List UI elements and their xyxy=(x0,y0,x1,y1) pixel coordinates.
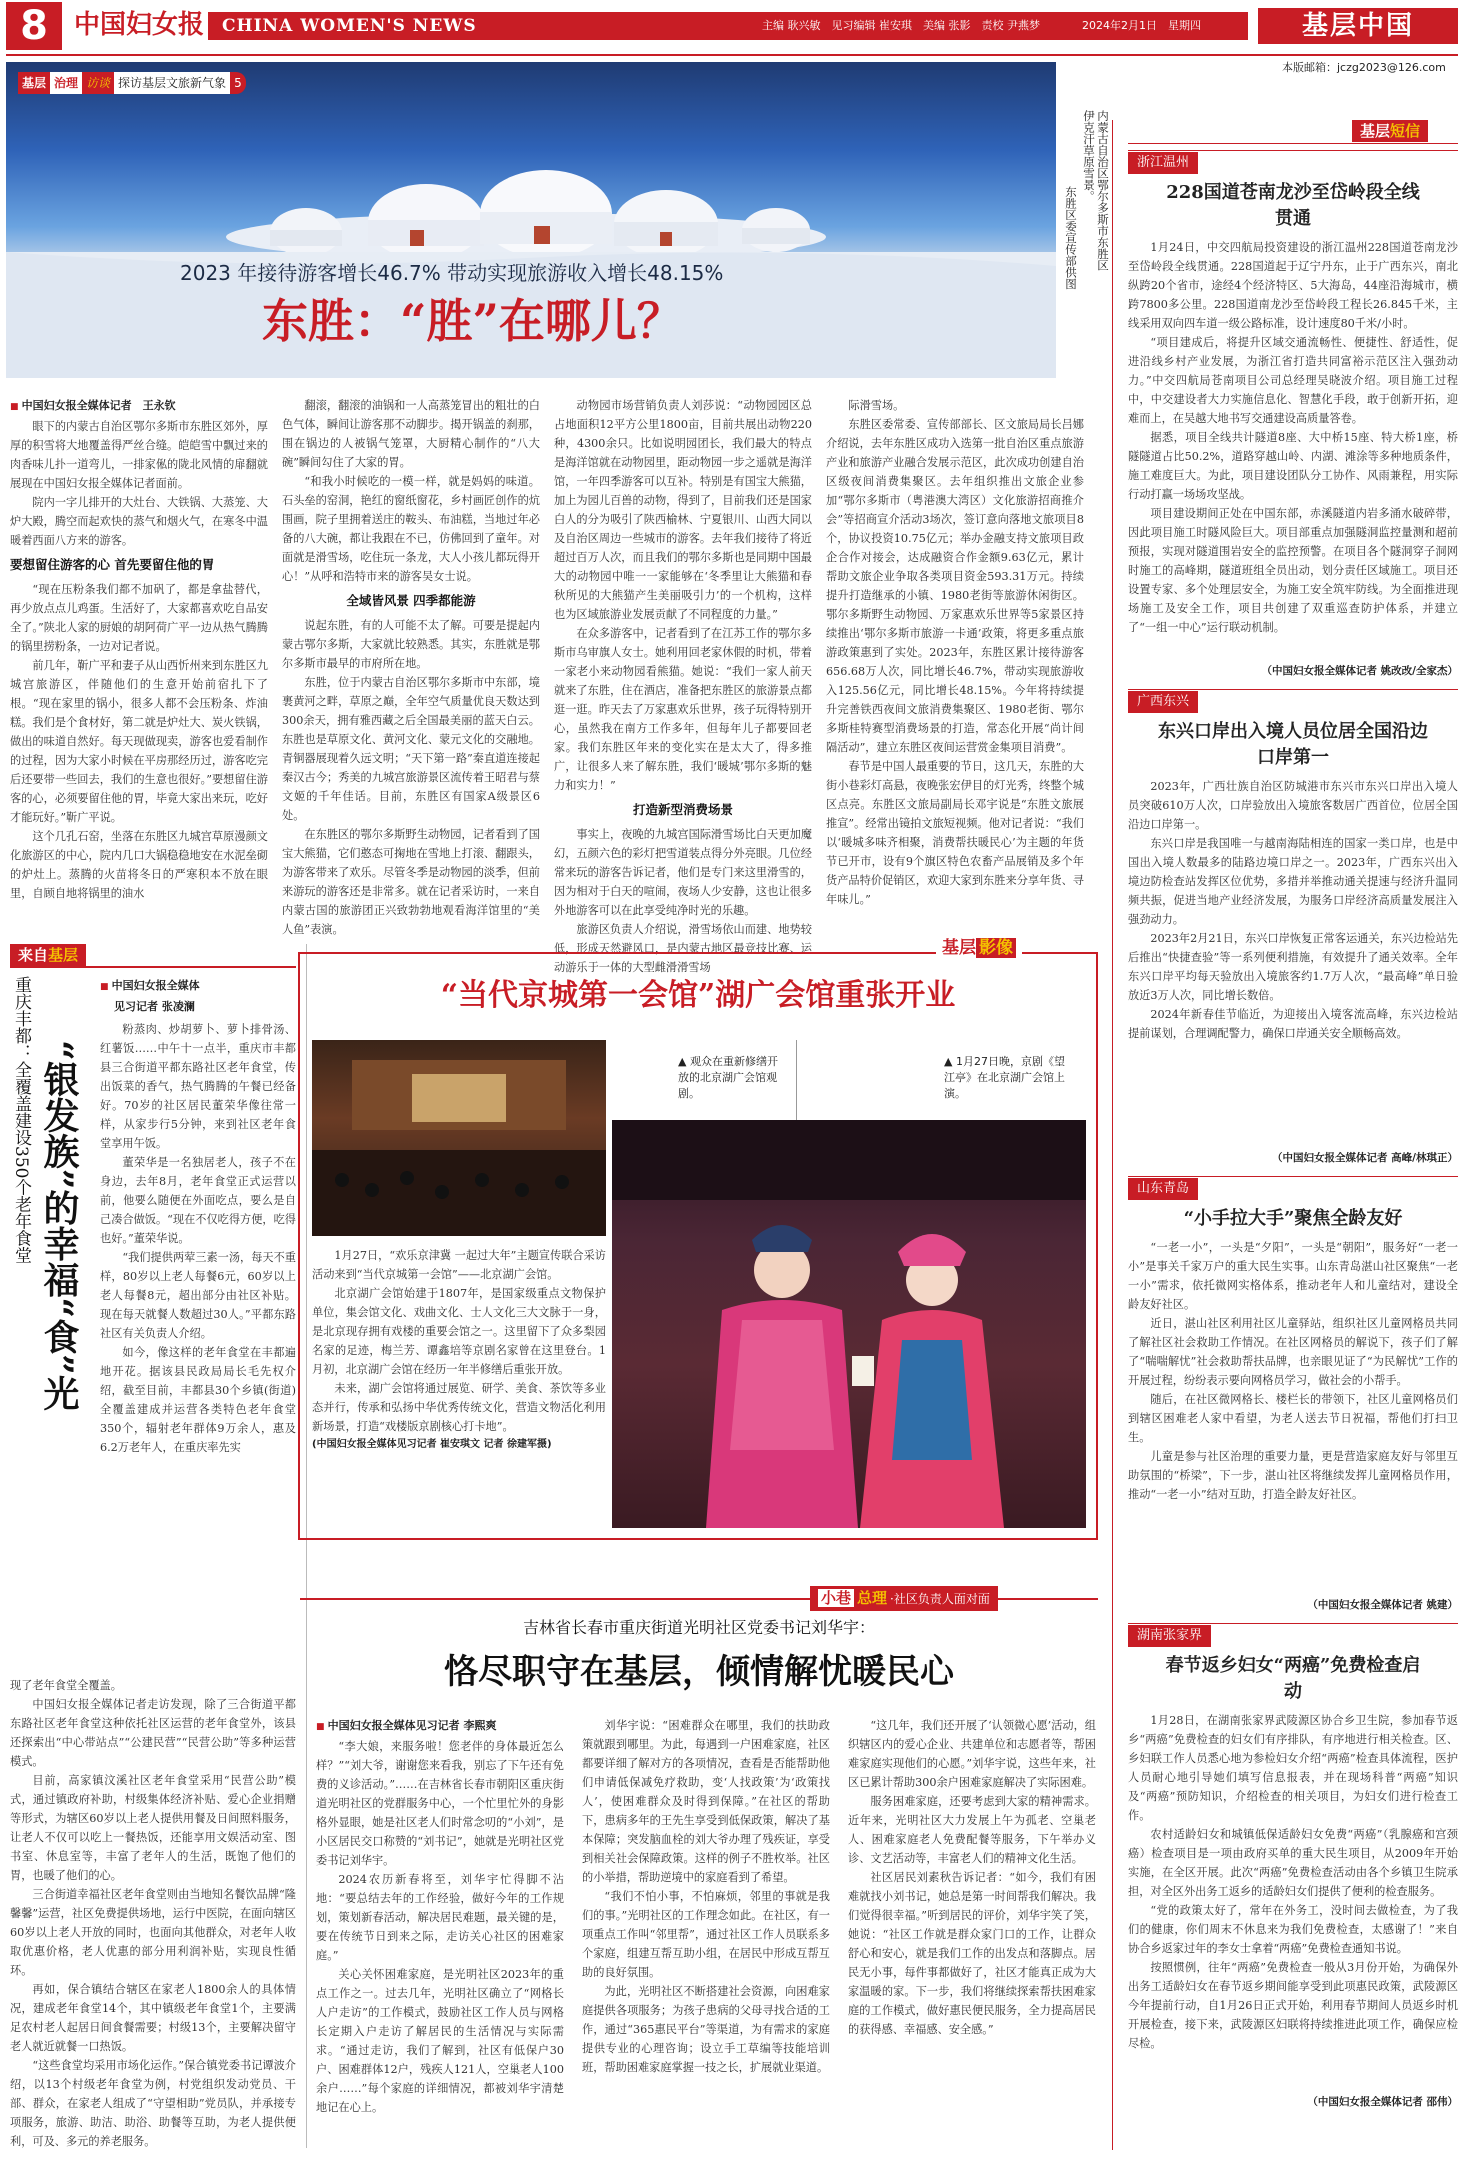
paragraph: 2024农历新春将至，刘华宇忙得脚不沾地：“要总结去年的工作经验，做好今年的工作规划，策划新春活动，解决居民难题，最关键的是，要在传统节日到来之际，走访关心社区的困难家庭。” xyxy=(316,1873,564,1962)
brief-title: 春节返乡妇女“两癌”免费检查启动 xyxy=(1165,1655,1421,1702)
section-name: 基层中国 xyxy=(1258,8,1458,44)
photo-credit: 东胜区委宣传部供图 xyxy=(1064,186,1078,290)
column-tag-c: 访谈 xyxy=(82,72,114,94)
paragraph: 眼下的内蒙古自治区鄂尔多斯市东胜区郊外，厚厚的积雪将大地覆盖得严丝合缝。皑皑雪中飘过来的肉香味儿扑一道弯儿，一排家俬的陇北风情的扉翻就展现在中国妇女报全媒体记者面前。 xyxy=(10,420,268,490)
paragraph: 旅游区负责人介绍说，滑雪场依山而建、地势较低，形成天然避风口，是内蒙古地区最竞技比赛、运动游乐于一体的大型雌滑滑雪场 xyxy=(554,923,812,974)
left-story-title: “银发族”的幸福“食”光 xyxy=(38,1040,80,1411)
brief-item xyxy=(1128,689,1458,1149)
paragraph: 据悉，项目全线共计隧道8座、大中桥15座、特大桥1座，桥隧隧道占比50.2%，道路穿越山岭、内湖、滩涂等多种地质条件，施工难度巨大。为此，项目建设团队分工协作、风雨兼程，用实际行动打赢一场场攻坚战。 xyxy=(1128,431,1458,501)
left-story-subtitle: 重庆丰都：全覆盖建设350个老年食堂 xyxy=(11,976,31,1264)
paragraph: 在东胜区的鄂尔多斯野生动物园，记者看到了国宝大熊猫，它们憨态可掬地在雪地上打滚、翻跟头，为游客带来了欢乐。尽管冬季是动物园的淡季，但前来游玩的游客还是非常多。就在记者采访时，一来自内蒙古国的旅游团正兴致勃勃地观看海洋馆里的“美人鱼”表演。 xyxy=(282,828,540,936)
paragraph: 近日，湛山社区利用社区儿童驿站，组织社区儿童网格员共同了解社区社会救助工作情况。在社区网格员的解说下，孩子们了解了“喘喘解忧”社会救助帮扶品牌，也亲眼见证了“为民解忧”工作的开展过程，纷纷表示要向网格员学习，做社会的小帮手。 xyxy=(1128,1317,1458,1387)
interview-tag xyxy=(810,1586,998,1611)
paragraph: 目前，高家镇汶溪社区老年食堂采用“民营公助”模式，通过镇政府补助，村级集体经济补贴、爱心企业捐赠等形式，为辖区60岁以上老人提供用餐及日间照料服务，让老人不仅可以吃上一餐热饭，还能享用文娱活动室、图书室、休息室等，丰富了老年人的生活，既饱了他们的胃，也暖了他们的心。 xyxy=(10,1774,296,1882)
section-email: 本版邮箱：jczg2023@126.com xyxy=(1282,61,1446,74)
issue-date: 2024年2月1日 星期四 xyxy=(1082,19,1201,32)
paragraph: “李大娘，来服务啦！您老伴的身体最近怎么样？”“刘大爷，谢谢您来看我，别忘了下午还有免费的义诊活动。”……在吉林省长春市朝阳区重庆街道光明社区的党群服务中心，一个忙里忙外的身影格外显眼，她是社区老人们时常念叨的“小刘”，是小区居民交口称赞的“刘书记”，她就是光明社区党委书记刘华宇。 xyxy=(316,1740,564,1867)
photo-note-left: ▲ 观众在重新修缮开放的北京湖广会馆观剧。 xyxy=(678,1055,778,1100)
interview-tag-c: ·社区负责人面对面 xyxy=(890,1592,990,1606)
interview-tag-a: 小巷 xyxy=(818,1589,854,1607)
lead-headline: 东胜：“胜”在哪儿？ xyxy=(262,294,683,348)
lead-subhead: 2023 年接待游客增长46.7% 带动实现旅游收入增长48.15% xyxy=(180,261,724,285)
lead-col-4 xyxy=(826,396,1084,934)
brief-title: 228国道苍南龙沙至岱岭段全线贯通 xyxy=(1166,182,1420,229)
briefs-column xyxy=(1128,120,1458,2150)
left-story-tag xyxy=(10,944,86,966)
paragraph: “和我小时候吃的一模一样，就是妈妈的味道。石头垒的窑洞，艳红的窗纸窗花，乡村画匠创作的炕围画，院子里拥着送庄的鞍头、布油糕，当地过年必备的八大碗，都让我跟在不已，仿佛回到了童年。对面就是滑雪场，吃住玩一条龙，大人小孩儿都玩得开心！”从呼和浩特市来的游客吴女士说。 xyxy=(282,475,540,583)
briefs-tag-a: 基层 xyxy=(1360,122,1391,140)
column-badge xyxy=(18,72,246,94)
photo-opera xyxy=(612,1120,1086,1528)
photo-story-signature: (中国妇女报全媒体见习记者 崔安琪文 记者 徐建军摄) xyxy=(312,1439,552,1450)
brief-region: 湖南张家界 xyxy=(1128,1625,1211,1647)
paragraph: 随后，在社区微网格长、楼栏长的带领下，社区儿童网格员们到辖区困难老人家中看望，为老人送去节日祝福，帮他们打扫卫生。 xyxy=(1128,1393,1458,1444)
brief-signature: （中国妇女报全媒体记者 高峰/林琪正） xyxy=(1272,1152,1458,1164)
english-name: CHINA WOMEN'S NEWS xyxy=(222,16,477,36)
subheading: 全域皆风景 四季都能游 xyxy=(346,593,476,608)
paragraph: 北京湖广会馆始建于1807年，是国家级重点文物保护单位，集会馆文化、戏曲文化、士人文化三大文脉于一身，是北京现存拥有戏楼的重要会馆之一。这里留下了众多梨园名家的足迹，梅兰芳、谭鑫培等京剧名家曾在这里登台。1月初，北京湖广会馆在经历一年半修缮后重张开放。 xyxy=(312,1287,606,1376)
paragraph: “党的政策太好了，常年在外务工，没时间去做检查，为了我们的健康，你们周末不休息来为我们免费检查，太感谢了！”来自协合乡返家过年的李女士拿着“两癌”免费检查通知书说。 xyxy=(1128,1904,1458,1955)
photo-audience xyxy=(312,1040,606,1236)
paragraph: “我们不怕小事，不怕麻烦，邻里的事就是我们的事。”光明社区的工作理念如此。在社区，有一项重点工作叫“邻里帮”，通过社区工作人员联系多个家庭，组建互帮互助小组，在居民中形成互帮互助的良好氛围。 xyxy=(582,1890,830,1979)
paragraph: “这几年，我们还开展了‘认领微心愿’活动，组织辖区内的爱心企业、共建单位和志愿者等，帮困难家庭实现他们的心愿。”刘华宇说，这些年来，社区已累计帮助300余户困难家庭解决了实际困难。 xyxy=(848,1719,1096,1789)
paragraph: 院内一字儿排开的大灶台、大铁锅、大蒸笼、大炉大殿，腾空而起欢快的蒸气和烟火气，在寒冬中温暖着西面八方来的游客。 xyxy=(10,496,268,547)
column-num: 5 xyxy=(230,72,246,94)
paragraph: 2023年2月21日，东兴口岸恢复正常客运通关，东兴边检站先后推出“快捷查验”等一系列便利措施，有效提升了通关效率。全年东兴口岸平均每天验放出入境旅客约1.7万人次，“最高峰”单日验放近3万人次，同比增长数倍。 xyxy=(1128,932,1458,1002)
page-number: 8 xyxy=(6,2,62,50)
paragraph: 翻滚，翻滚的油锅和一人高蒸笼冒出的粗壮的白色气体，瞬间让游客那不动脚步。揭开锅盖的刹那，围在锅边的人被锅气笼罩，大厨精心制作的“八大碗”瞬间勾住了大家的胃。 xyxy=(282,399,540,469)
paragraph: 服务困难家庭，还要考虑到大家的精神需求。近年来，光明社区大力发展上午为孤老、空巢老人、困难家庭老人免费配餐等服务，下午举办义诊、文艺活动等，丰富老人们的精神文化生活。 xyxy=(848,1795,1096,1865)
staff-info: 主编 耿兴敏 见习编辑 崔安琪 美编 张影 责校 尹燕梦 xyxy=(762,19,1040,32)
lead-col-1 xyxy=(10,396,268,934)
brief-signature: （中国妇女报全媒体记者 姚建） xyxy=(1307,1599,1458,1611)
brief-item xyxy=(1128,1623,1458,2093)
brief-title: 东兴口岸出入境人员位居全国沿边口岸第一 xyxy=(1158,721,1428,768)
paragraph: 董荣华是一名独居老人，孩子不在身边，去年8月，老年食堂正式运营以前，他要么随便在外面吃点，要么是自己凑合做饭。“现在不仅吃得方便，吃得也好。”董荣华说。 xyxy=(100,1156,296,1245)
brief-signature: （中国妇女报全媒体记者 姚改改/全家杰） xyxy=(1261,665,1458,677)
paragraph: 东兴口岸是我国唯一与越南海陆相连的国家一类口岸，也是中国出入境人数最多的陆路边境口岸之一。2023年，广西东兴出入境边防检查站发挥区位优势，多措并举推动通关提速与经济升温同频共振，促进当地产业经济发展，为服务口岸经济高质量发展注入强劲动力。 xyxy=(1128,837,1458,926)
photo-story-headline: “当代京城第一会馆”湖广会馆重张开业 xyxy=(440,978,956,1013)
photo-tag-b: 影像 xyxy=(976,938,1016,958)
column-title: 探访基层文旅新气象 xyxy=(114,72,230,94)
paragraph: 2024年新春佳节临近，为迎接出入境客流高峰，东兴边检站提前谋划，合理调配警力，确保口岸通关安全顺畅高效。 xyxy=(1128,1008,1458,1040)
photo-story-tag xyxy=(936,936,1022,960)
left-story-header xyxy=(10,944,296,968)
paragraph: 三合街道幸福社区老年食堂则由当地知名餐饮品牌“隆馨馨”运营，社区免费提供场地，运行中医院，在面向辖区60岁以上老人开放的同时，也面向其他群众，对老年人收取优惠价格，老人优惠的部分用利润补贴，实现良性循环。 xyxy=(10,1888,296,1977)
paragraph: 按照惯例，往年“两癌”免费检查一般从3月份开始，为确保外出务工适龄妇女在春节返乡期间能享受到此项惠民政策，武陵源区今年提前行动，自1月26日正式开始，利用春节期间人员返乡时机开展检查，接下来，武陵源区妇联将持续推进此项工作，确保应检尽检。 xyxy=(1128,1961,1458,2050)
paragraph: 社区居民刘素秋告诉记者：“如今，我们有困难就找小刘书记，她总是第一时间帮我们解决。我们觉得很幸福。”听到居民的评价，刘华宇笑了笑，她说：“社区工作就是群众家门口的工作，让群众舒心和安心，就是我们工作的出发点和落脚点。居民无小事，每件事都做好了，社区才能真正成为大家温暖的家。下一步，我们将继续探索帮扶困难家庭的工作模式，做好惠民便民服务，全力提高居民的获得感、幸福感、安全感。” xyxy=(848,1871,1096,2036)
brief-region: 广西东兴 xyxy=(1128,691,1198,713)
column-tag-b: 治理 xyxy=(50,72,82,94)
left-story-byline-2: 见习记者 张凌澜 xyxy=(114,1000,195,1013)
paragraph: “现在压粉条我们都不加矾了，都是拿盐替代，再少放点点儿鸡蛋。生活好了，大家都喜欢吃自品安全了。”陕北人家的厨娘的胡阿荷广平一边从热气腾腾的锅里捞粉条，一边对记者说。 xyxy=(10,583,268,653)
photo-tag-a: 基层 xyxy=(942,938,976,958)
interview-col-3 xyxy=(848,1716,1096,2152)
paper-name: 中国妇女报 xyxy=(74,10,205,40)
paragraph: 现了老年食堂全覆盖。 xyxy=(10,1679,122,1692)
lead-col-2 xyxy=(282,396,540,934)
brief-signature: （中国妇女报全媒体记者 邵伟） xyxy=(1307,2096,1458,2108)
paragraph: 事实上，夜晚的九城宫国际滑雪场比白天更加魔幻，五颜六色的彩灯把雪道装点得分外亮眼。几位经常来玩的游客告诉记者，他们是专门来这里滑雪的，因为相对于白天的喧闹，夜场人少安静，这也让很多外地游客可以在此享受纯净时光的乐趣。 xyxy=(554,828,812,917)
paragraph: 1月27日，“欢乐京津冀 一起过大年”主题宣传联合采访活动来到“当代京城第一会馆”——北京湖广会馆。 xyxy=(312,1249,606,1281)
interview-byline: ■ 中国妇女报全媒体见习记者 李熙爽 xyxy=(316,1716,564,1737)
interview-headline: 恪尽职守在基层，倾情解忧暖民心 xyxy=(444,1652,954,1692)
briefs-tag-b: 短信 xyxy=(1390,122,1421,140)
interview-kicker: 吉林省长春市重庆街道光明社区党委书记刘华宇： xyxy=(522,1618,875,1637)
brief-region: 山东青岛 xyxy=(1128,1178,1198,1200)
paragraph: 前几年，靳广平和妻子从山西忻州来到东胜区九城宫旅游区，伴随他们的生意开始前宿扎下了根。“现在家里的锅小，很多人都不会压粉条、炸油糕。我们是个食材好，第二就是炉灶大、炭火铁锅，做出的味道自然好。每天现做现卖，游客也爱看制作的过程，因为大家小时候在平房那经历过，游客吃完后还要带一些回去，我们的生意也很好。”要想留住游客的心，必须要留住他的胃，毕竟大家出来玩，吃好才能玩好。”靳广平说。 xyxy=(10,659,268,824)
briefs-divider xyxy=(1112,120,1113,2150)
paragraph: 中国妇女报全媒体记者走访发现，除了三合街道平都东路社区老年食堂这种依托社区运营的老年食堂外，该县还探索出“中心带站点”“公建民营”“民营公助”等多种运营模式。 xyxy=(10,1698,296,1768)
lead-col-3 xyxy=(554,396,812,974)
paragraph: 2023年，广西壮族自治区防城港市东兴市东兴口岸出入境人员突破610万人次，口岸验放出入境旅客数居广西首位，位居全国沿边口岸第一。 xyxy=(1128,780,1458,831)
subheading: 要想留住游客的心 首先要留住他的胃 xyxy=(10,557,215,572)
paragraph: “项目建成后，将提升区域交通流畅性、便捷性、舒适性，促进沿线乡村产业发展，为浙江省打造共同富裕示范区注入强劲动力。”中交四航局苍南项目公司总经理吴晓波介绍。项目施工过程中，中交建设者大力实施信息化、智慧化手段，敢于创新开拓，迎难而上，在吴越大地书写交通建设高质量答卷。 xyxy=(1128,336,1458,425)
paragraph: 说起东胜，有的人可能不太了解。可要是提起内蒙古鄂尔多斯，大家就比较熟悉。其实，东胜就是鄂尔多斯市最早的市府所在地。 xyxy=(282,619,540,670)
paragraph: 儿童是参与社区治理的重要力量，更是营造家庭友好与邻里互助氛围的“桥梁”，下一步，湛山社区将继续发挥儿童网格员作用，推动“一老一小”结对互助，打造全龄友好社区。 xyxy=(1128,1450,1458,1501)
paragraph: 东胜区委常委、宣传部部长、区文旅局局长吕娜介绍说，去年东胜区成功入选第一批自治区重点旅游产业和旅游产业融合发展示范区，此次成功创建自治区级夜间消费集聚区。去年组织推出文旅企业参加“鄂尔多斯市（粤港澳大湾区）文化旅游招商推介会”等招商宣介活动3场次，签订意向落地文旅项目8个，协议投资10.75亿元；举办金融支持文旅项目政企合作对接会，达成融资合作金额9.63亿元，累计帮助文旅企业争取各类项目资金593.31万元。持续提升打造继承的小镇、1980老街等旅游休闲街区。鄂尔多斯野生动物园、万家惠欢乐世界等5家景区持续推出‘鄂尔多斯市旅游一卡通’政策，将更多重点旅游政策惠到了实处。2023年，东胜区累计接待游客656.68万人次，同比增长46.7%，带动实现旅游收入125.56亿元，同比增长48.15%。今年将持续提升完善铁西夜间文旅消费集聚区、1980老街、鄂尔多斯桂特赛型消费场景的打造，常态化开展“尚计间隔活动”，建立东胜区夜间运营赏金集项目消费”。 xyxy=(826,418,1084,754)
paragraph: 1月28日，在湖南张家界武陵源区协合乡卫生院，参加春节返乡“两癌”免费检查的妇女们有序排队，有序地进行相关检查。区、乡妇联工作人员悉心地为参检妇女介绍“两癌”检查具体流程，医护人员耐心地引导她们填写信息报表，并在现场科普“两癌”知识及“两癌”预防知识，介绍检查的相关项目，为妇女们进行检查工作。 xyxy=(1128,1714,1458,1822)
brief-region: 浙江温州 xyxy=(1128,152,1198,174)
paragraph: “我们提供两荤三素一汤，每天不重样，80岁以上老人每餐6元，60岁以上老人每餐8元，超出部分由社区补贴。现在每天就餐人数超过30人。”平都东路社区有关负责人介绍。 xyxy=(100,1251,296,1340)
arrow-icon xyxy=(796,1040,916,1122)
photo-note-right: ▲ 1月27日晚，京剧《望江亭》在北京湖广会馆上演。 xyxy=(944,1055,1065,1100)
paragraph: 动物园市场营销负责人刘莎说：“动物园园区总占地面积12平方公里1800亩，目前共展出动物220种，4300余只。比如说明园团长，我们最大的特点是海洋馆就在动物园里，距动物园一步之遥就是海洋馆，一年四季游客可以互补。特别是有国宝大熊猫，加上为园儿百兽的动物，得到了，目前我们还是国家白人的分为吸引了陕西榆林、宁夏银川、山西大同以及自治区周边一些城市的游客。去年我们接待了将近超过百万人次，而且我们的鄂尔多斯也是同期中国最大的动物园中唯一一家能够在‘冬季里让大熊猫和春秋所见的大熊猫产生美丽吸引力’的一个机构，这样也为区域旅游业发展贡献了不同程度的力量。” xyxy=(554,399,812,621)
header-rule xyxy=(6,54,1458,56)
brief-title: “小手拉大手”聚焦全龄友好 xyxy=(1183,1208,1403,1229)
paragraph: 1月24日，中交四航局投资建设的浙江温州228国道苍南龙沙至岱岭段全线贯通。228国道起于辽宁丹东，止于广西东兴，南北纵跨20个省市，途经4个经济特区、5大海岛，44座沿海城市，横跨7800多公里。228国道南龙沙至岱岭段工程长26.845千米，主线采用双向四车道一级公路标准，设计速度80千米/小时。 xyxy=(1128,241,1458,330)
paragraph: 为此，光明社区不断搭建社会资源，向困难家庭提供各项服务；为孩子患病的父母寻找合适的工作，通过“365惠民平台”等渠道，为有需求的家庭提供专业的心理咨询；设立手工草编等技能培训班，帮助困难家庭掌握一技之长，扩展就业渠道。 xyxy=(582,1985,830,2074)
briefs-tag xyxy=(1352,120,1428,142)
paragraph: 如今，像这样的老年食堂在丰都遍地开花。据该县民政局局长毛先权介绍，截至目前，丰都县30个乡镇(街道)全覆盖建成并运营各类特色老年食堂350个，辐射老年群体9万余人，惠及6.2万老年人，在重庆率先实 xyxy=(100,1346,296,1454)
paragraph: 刘华宇说：“困难群众在哪里，我们的扶助政策就跟到哪里。为此，每遇到一户困难家庭，社区都要详细了解对方的各项情况，查看是否能帮助他们申请低保减免疗救助，变‘人找政策’为‘政策找人’，使困难群众及时得到保障。”在社区的帮助下，患病多年的王先生享受到低保政策，解决了基本保障；突发脑血栓的刘大爷办理了残疾证，享受到相关社会保障政策。这样的例子不胜枚举。社区的小举措，帮助逆境中的家庭看到了希望。 xyxy=(582,1719,830,1884)
paragraph: 粉蒸肉、炒胡萝卜、萝卜排骨汤、红薯饭……中午十一点半，重庆市丰都县三合街道平都东路社区老年食堂，传出饭菜的香气，热气腾腾的午餐已经备好。70岁的社区居民董荣华像往常一样，从家步行5分钟，来到社区老年食堂享用午饭。 xyxy=(100,1023,296,1150)
paragraph: 再如，保合镇结合辖区在家老人1800余人的具体情况，建成老年食堂14个，其中镇级老年食堂1个，主要满足农村老人起居日间食餐需要；村级13个，主要解决留守老人就近就餐一口热饭。 xyxy=(10,1983,296,2053)
paragraph: 春节是中国人最重要的节日，这几天，东胜的大街小巷彩灯高悬，夜晚张宏伊目的灯光秀，终整个城区点亮。东胜区文旅局副局长邓宇说是“东胜文旅展推宣”。经常出镜拍文旅短视频。他对记者说：“我们以‘暖城多味齐相聚，消费帮扶暖民心’为主题的年货节已开市，设有9个旗区特色农畜产品展销及多个年货产品特价促销区，欢迎大家到东胜来分享年货、寻年味儿。” xyxy=(826,760,1084,906)
paragraph: 在众多游客中，记者看到了在江苏工作的鄂尔多斯市乌审旗人女士。她利用回老家休假的时机，带着一家老小来动物园看熊猫。她说：“我们一家人前天就来了东胜，住在酒店，准备把东胜区的旅游景点都逛一逛。昨天去了万家惠欢乐世界，孩子玩得特别开心，虽然我在南方工作多年，但每年儿子都要回老家。我们东胜区年来的变化实在是太大了，得多推广，让很多人来了解东胜，我们‘暖城’鄂尔多斯的魅力和实力！” xyxy=(554,627,812,792)
interview-tag-b: 总理 xyxy=(857,1589,888,1607)
brief-item xyxy=(1128,150,1458,662)
left-story-byline: ■ 中国妇女报全媒体 xyxy=(100,976,296,997)
paragraph: 农村适龄妇女和城镇低保适龄妇女免费“两癌”（乳腺癌和宫颈癌）检查项目是一项由政府买单的重大民生项目，从2009年开始实施，在全区开展。此次“两癌”免费检查活动由各个乡镇卫生院承担，对全区外出务工返乡的适龄妇女们提供了便利的检查服务。 xyxy=(1128,1828,1458,1898)
paragraph: 项目建设期间正处在中国东部，赤溪隧道内岩多涌水破碎带，因此项目施工时隧风险巨大。项目部重点加强隧洞监控量测和超前预报，实现对隧道围岩安全的监控预警。在项目各个隧洞穿子洞网时施工的高峰期，隧道班组全员出动，划分责任区域施工。项目还设置专家、多个处理层安全，为施工安全筑牢防线。为全面推进现场施工及安全工作，项目共创建了双重巡查防护体系，并建立了“一组一中心”运行联动机制。 xyxy=(1128,507,1458,634)
lead-byline: ■ 中国妇女报全媒体记者 王永钦 xyxy=(10,396,268,417)
photo-story-caption xyxy=(312,1246,606,1516)
paragraph: “这些食堂均采用市场化运作。”保合镇党委书记谭波介绍，以13个村级老年食堂为例，村党组织发动党员、干部、群众，在家老人组成了“守望相助”党员队，并承接专项服务，旅游、助洁、助浴、助餐等互助，为老人提供便利，可及、多元的养老服务。 xyxy=(10,2059,296,2148)
brief-item xyxy=(1128,1176,1458,1596)
interview-col-1 xyxy=(316,1716,564,2152)
paragraph: 东胜，位于内蒙古自治区鄂尔多斯市中东部，境裹黄河之畔，草原之巅，全年空气质量优良天数达到300余天，拥有雅西藏之后全国最美丽的蓝天白云。东胜也是草原文化、黄河文化、蒙元文化的交融地。青铜器展现着久远文明；“天下第一路”秦直道连接起秦汉古今；秀美的九城宫旅游景区流传着王昭君与蔡文姬的千年佳话。目前，东胜区有国家A级景区6处。 xyxy=(282,676,540,822)
left-story-wide xyxy=(10,1676,296,2148)
paragraph: “一老一小”，一头是“夕阳”，一头是“朝阳”，服务好“一老一小”是事关千家万户的重大民生实事。山东青岛湛山社区聚焦“一老一小”需求，依托微网实格体系，推动老年人和儿童结对，建设全龄友好社区。 xyxy=(1128,1241,1458,1311)
paragraph: 这个几孔石窑，坐落在东胜区九城宫草原漫颜文化旅游区的中心，院内几口大锅稳稳地安在水泥垒砌的炉灶上。蒸腾的火苗将冬日的严寒积本不放在眼里，自顾自地将锅里的油水 xyxy=(10,830,268,900)
column-tag-a: 基层 xyxy=(18,72,50,94)
left-story-tag-a: 来自 xyxy=(18,946,49,964)
paragraph: 关心关怀困难家庭，是光明社区2023年的重点工作之一。过去几年，光明社区确立了“网格长人户走访”的工作模式，鼓励社区工作人员与网格长定期入户走访了解居民的生活情况与实际需求。“通过走访，我们了解到，社区有低保户30户、困难群体12户，残疾人121人，空巢老人100余户……”每个家庭的详细情况，都被刘华宇清楚地记在心上。 xyxy=(316,1968,564,2114)
briefs-header xyxy=(1128,120,1458,144)
subheading: 打造新型消费场景 xyxy=(632,802,733,817)
interview-col-2 xyxy=(582,1716,830,2152)
left-story-narrow xyxy=(100,976,296,1672)
masthead xyxy=(0,0,1472,74)
paragraph: 未来，湖广会馆将通过展览、研学、美食、茶饮等多业态并行，传承和弘扬中华优秀传统文化，营造文物活化利用新场景，打造“戏楼版京剧核心打卡地”。 xyxy=(312,1382,606,1433)
photo-caption: 内蒙古自治区鄂尔多斯市东胜区伊克汗草原雪景。 xyxy=(1082,110,1110,271)
paragraph: 际滑雪场。 xyxy=(848,399,905,412)
left-story-tag-b: 基层 xyxy=(48,946,79,964)
